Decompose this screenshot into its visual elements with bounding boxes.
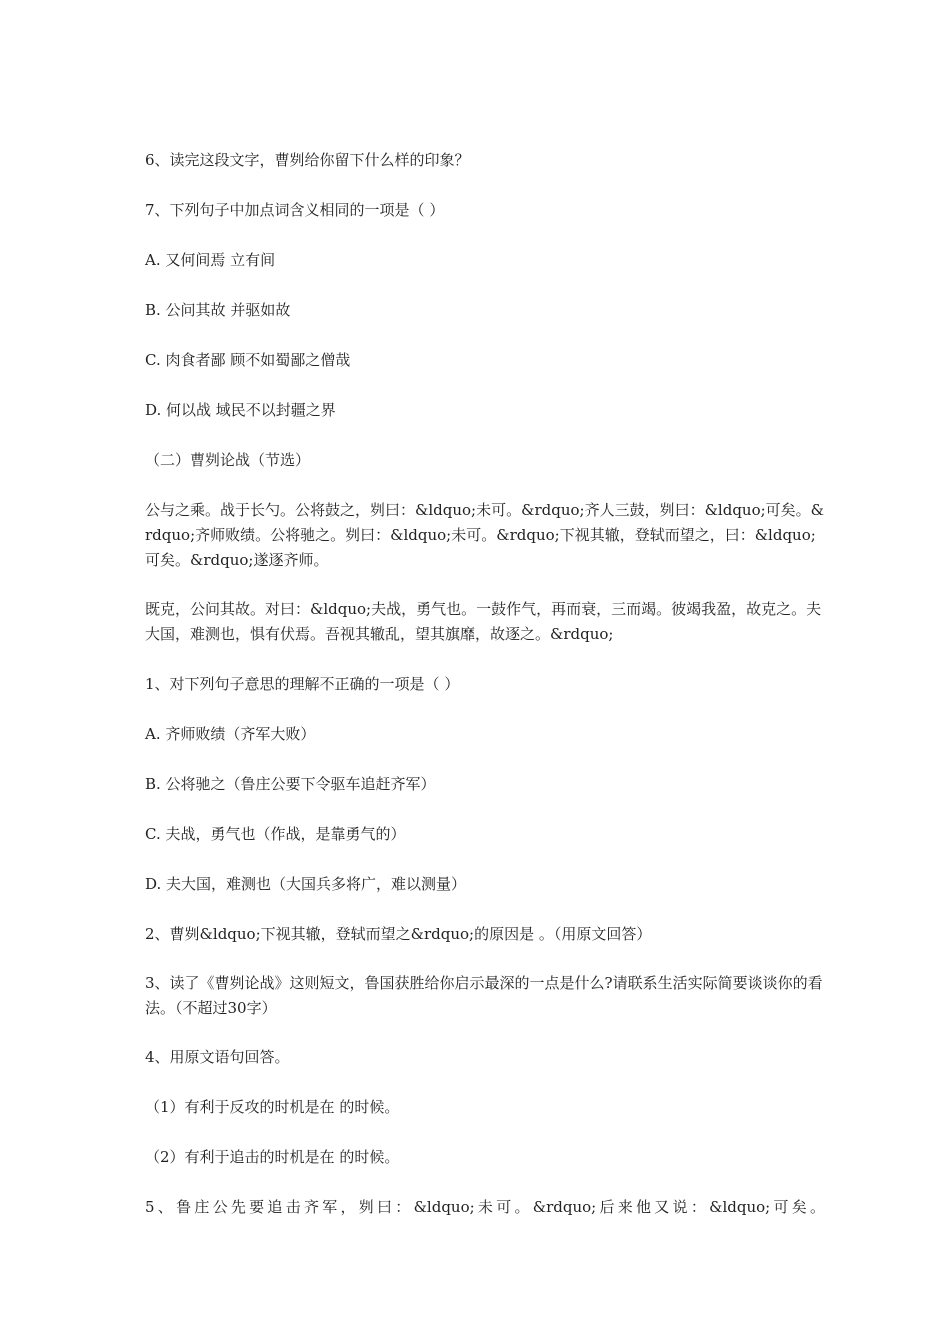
q1-option-d: D. 夫大国，难测也（大国兵多将广，难以测量）: [145, 875, 467, 893]
question-3: 3、读了《曹刿论战》这则短文，鲁国获胜给你启示最深的一点是什么?请联系生活实际简要谈谈你的看法。（不超过30字）: [145, 974, 823, 1017]
question-2: 2、曹刿&ldquo;下视其辙，登轼而望之&rdquo;的原因是 。（用原文回答）: [145, 925, 652, 943]
question-1: 1、对下列句子意思的理解不正确的一项是（ ）: [145, 675, 460, 693]
question-6: 6、读完这段文字，曹刿给你留下什么样的印象？: [145, 151, 470, 169]
section-heading: （二）曹刿论战（节选）: [145, 451, 311, 469]
option-c: C. 肉食者鄙 顾不如蜀鄙之僧哉: [145, 351, 351, 369]
q1-option-a: A. 齐师败绩（齐军大败）: [145, 725, 316, 743]
option-a: A. 又何间焉 立有间: [145, 251, 276, 269]
question-4: 4、用原文语句回答。: [145, 1048, 290, 1066]
passage-paragraph-1: 公与之乘。战于长勺。公将鼓之，刿曰：&ldquo;未可。&rdquo;齐人三鼓，刿曰：&ldquo;可矣。&rdquo;齐师败绩。公将驰之。刿曰：&ldquo;未可。&rdquo;下视其辙，登轼而望之，曰：&ldquo;可矣。&rdquo;遂逐齐师。: [145, 501, 825, 569]
option-b: B. 公问其故 并驱如故: [145, 301, 291, 319]
q1-option-b: B. 公将驰之（鲁庄公要下令驱车追赶齐军）: [145, 775, 436, 793]
option-d: D. 何以战 域民不以封疆之界: [145, 401, 336, 419]
question-4-part-1: （1）有利于反攻的时机是在 的时候。: [145, 1098, 400, 1116]
q1-option-c: C. 夫战，勇气也（作战，是靠勇气的）: [145, 825, 406, 843]
question-5: 5、鲁庄公先要追击齐军，刿曰：&ldquo;未可。&rdquo;后来他又说：&ldquo;可矣。: [145, 1198, 825, 1216]
question-7: 7、下列句子中加点词含义相同的一项是（ ）: [145, 201, 445, 219]
passage-paragraph-2: 既克，公问其故。对曰：&ldquo;夫战，勇气也。一鼓作气，再而衰，三而竭。彼竭我盈，故克之。夫大国，难测也，惧有伏焉。吾视其辙乱，望其旗靡，故逐之。&rdquo;: [145, 600, 822, 643]
question-4-part-2: （2）有利于追击的时机是在 的时候。: [145, 1148, 400, 1166]
